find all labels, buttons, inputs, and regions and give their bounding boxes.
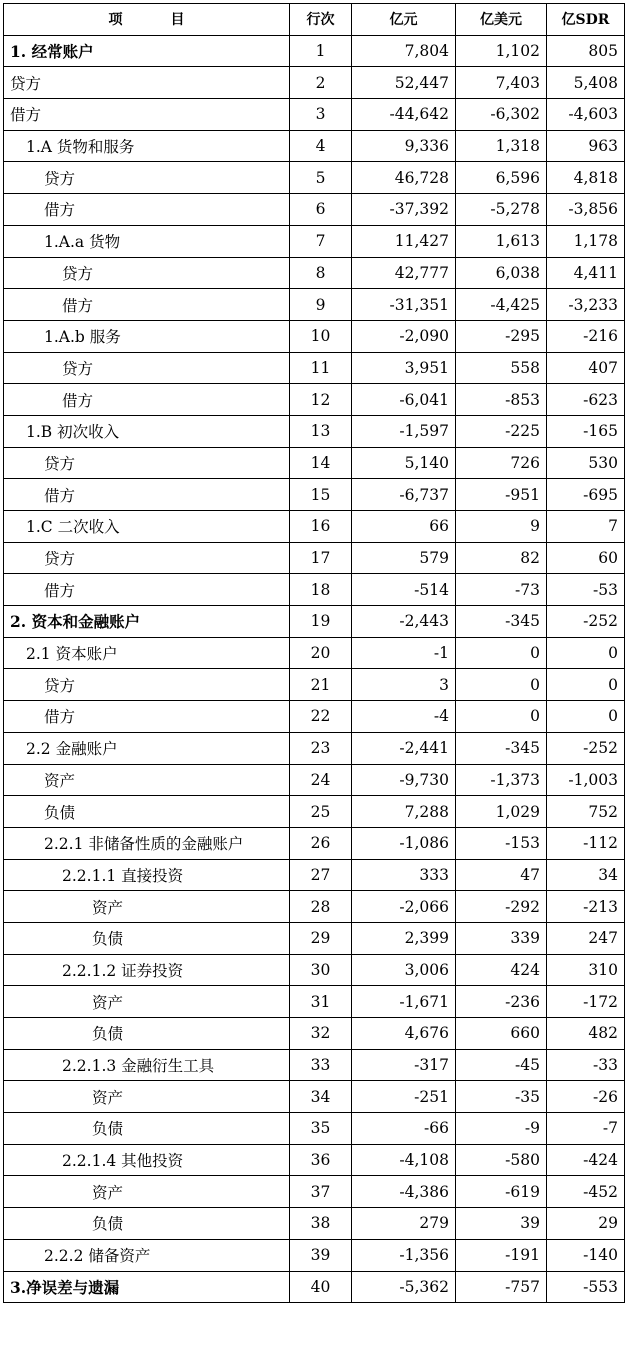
row-number: 17	[290, 542, 352, 574]
row-number: 38	[290, 1208, 352, 1240]
row-label: 资产	[4, 1081, 290, 1113]
row-number: 31	[290, 986, 352, 1018]
value-sdr: 29	[547, 1208, 625, 1240]
value-cny: 11,427	[352, 225, 456, 257]
row-label: 资产	[4, 764, 290, 796]
value-cny: -4,386	[352, 1176, 456, 1208]
value-sdr: -172	[547, 986, 625, 1018]
value-usd: 1,029	[456, 796, 547, 828]
row-label: 1.A 货物和服务	[4, 130, 290, 162]
value-cny: -2,441	[352, 732, 456, 764]
value-usd: 1,102	[456, 35, 547, 67]
value-usd: 1,613	[456, 225, 547, 257]
value-cny: 42,777	[352, 257, 456, 289]
table-row	[4, 986, 625, 1018]
value-usd: -580	[456, 1144, 547, 1176]
value-usd: -6,302	[456, 99, 547, 131]
value-usd: -295	[456, 320, 547, 352]
table-row	[4, 542, 625, 574]
value-sdr: 310	[547, 954, 625, 986]
row-number: 39	[290, 1239, 352, 1271]
value-cny: 7,804	[352, 35, 456, 67]
value-sdr: -7	[547, 1113, 625, 1145]
value-sdr: -213	[547, 891, 625, 923]
value-cny: -5,362	[352, 1271, 456, 1303]
row-label: 贷方	[4, 162, 290, 194]
value-sdr: 530	[547, 447, 625, 479]
row-number: 16	[290, 511, 352, 543]
value-usd: -191	[456, 1239, 547, 1271]
row-number: 1	[290, 35, 352, 67]
row-label: 借方	[4, 289, 290, 321]
row-label: 负债	[4, 1113, 290, 1145]
table-row	[4, 701, 625, 733]
value-usd: 558	[456, 352, 547, 384]
row-label: 1.B 初次收入	[4, 415, 290, 447]
row-number: 32	[290, 1018, 352, 1050]
value-cny: 66	[352, 511, 456, 543]
row-number: 13	[290, 415, 352, 447]
value-usd: 82	[456, 542, 547, 574]
row-label: 1. 经常账户	[4, 35, 290, 67]
row-number: 11	[290, 352, 352, 384]
table-row	[4, 479, 625, 511]
value-sdr: -623	[547, 384, 625, 416]
value-cny: -37,392	[352, 194, 456, 226]
value-usd: 9	[456, 511, 547, 543]
row-label: 贷方	[4, 542, 290, 574]
value-sdr: -252	[547, 732, 625, 764]
value-sdr: -3,856	[547, 194, 625, 226]
value-usd: -757	[456, 1271, 547, 1303]
value-sdr: 805	[547, 35, 625, 67]
row-label: 负债	[4, 922, 290, 954]
header-usd: 亿美元	[456, 4, 547, 36]
table-row	[4, 1049, 625, 1081]
row-number: 15	[290, 479, 352, 511]
value-usd: -225	[456, 415, 547, 447]
row-label: 1.A.b 服务	[4, 320, 290, 352]
table-row	[4, 891, 625, 923]
row-number: 37	[290, 1176, 352, 1208]
row-number: 24	[290, 764, 352, 796]
row-number: 20	[290, 637, 352, 669]
value-usd: -35	[456, 1081, 547, 1113]
row-label: 借方	[4, 384, 290, 416]
row-label: 2.2.1.3 金融衍生工具	[4, 1049, 290, 1081]
row-number: 21	[290, 669, 352, 701]
table-row	[4, 289, 625, 321]
row-number: 23	[290, 732, 352, 764]
row-label: 负债	[4, 796, 290, 828]
header-item: 项 目	[4, 4, 290, 36]
value-cny: -251	[352, 1081, 456, 1113]
row-number: 40	[290, 1271, 352, 1303]
row-label: 贷方	[4, 669, 290, 701]
table-row	[4, 954, 625, 986]
value-usd: -236	[456, 986, 547, 1018]
table-row	[4, 162, 625, 194]
value-usd: -292	[456, 891, 547, 923]
value-sdr: 5,408	[547, 67, 625, 99]
value-cny: -66	[352, 1113, 456, 1145]
value-usd: -153	[456, 827, 547, 859]
value-sdr: -33	[547, 1049, 625, 1081]
row-number: 25	[290, 796, 352, 828]
row-label: 借方	[4, 574, 290, 606]
value-cny: -2,443	[352, 606, 456, 638]
value-cny: -2,090	[352, 320, 456, 352]
table-row	[4, 606, 625, 638]
row-label: 2. 资本和金融账户	[4, 606, 290, 638]
row-label: 借方	[4, 701, 290, 733]
table-row	[4, 35, 625, 67]
value-usd: -619	[456, 1176, 547, 1208]
value-sdr: -140	[547, 1239, 625, 1271]
table-row	[4, 194, 625, 226]
value-cny: -514	[352, 574, 456, 606]
row-number: 22	[290, 701, 352, 733]
table-row	[4, 1271, 625, 1303]
value-sdr: 407	[547, 352, 625, 384]
row-number: 8	[290, 257, 352, 289]
row-number: 27	[290, 859, 352, 891]
value-cny: -31,351	[352, 289, 456, 321]
value-cny: -44,642	[352, 99, 456, 131]
value-usd: 47	[456, 859, 547, 891]
value-cny: 333	[352, 859, 456, 891]
value-usd: 6,038	[456, 257, 547, 289]
value-sdr: 247	[547, 922, 625, 954]
value-usd: -1,373	[456, 764, 547, 796]
table-row	[4, 447, 625, 479]
value-sdr: -553	[547, 1271, 625, 1303]
row-label: 2.2.1.2 证券投资	[4, 954, 290, 986]
table-row	[4, 1081, 625, 1113]
table-row	[4, 1176, 625, 1208]
value-cny: 579	[352, 542, 456, 574]
value-cny: -4	[352, 701, 456, 733]
value-sdr: 4,411	[547, 257, 625, 289]
value-usd: 6,596	[456, 162, 547, 194]
row-number: 9	[290, 289, 352, 321]
value-cny: -6,737	[352, 479, 456, 511]
row-label: 1.A.a 货物	[4, 225, 290, 257]
value-cny: -2,066	[352, 891, 456, 923]
value-sdr: 60	[547, 542, 625, 574]
value-sdr: -4,603	[547, 99, 625, 131]
row-number: 26	[290, 827, 352, 859]
value-usd: -4,425	[456, 289, 547, 321]
value-usd: 39	[456, 1208, 547, 1240]
row-label: 2.2 金融账户	[4, 732, 290, 764]
value-sdr: 482	[547, 1018, 625, 1050]
value-sdr: -424	[547, 1144, 625, 1176]
row-label: 借方	[4, 194, 290, 226]
table-row	[4, 352, 625, 384]
value-cny: -1,086	[352, 827, 456, 859]
table-row	[4, 415, 625, 447]
value-sdr: -1,003	[547, 764, 625, 796]
value-usd: -345	[456, 732, 547, 764]
value-sdr: -53	[547, 574, 625, 606]
balance-of-payments-table	[3, 3, 625, 1303]
value-usd: 660	[456, 1018, 547, 1050]
row-number: 28	[290, 891, 352, 923]
row-number: 7	[290, 225, 352, 257]
value-usd: 7,403	[456, 67, 547, 99]
row-number: 29	[290, 922, 352, 954]
value-usd: -5,278	[456, 194, 547, 226]
value-usd: 1,318	[456, 130, 547, 162]
table-row	[4, 1208, 625, 1240]
header-cny: 亿元	[352, 4, 456, 36]
value-sdr: 4,818	[547, 162, 625, 194]
table-row	[4, 574, 625, 606]
value-sdr: -112	[547, 827, 625, 859]
table-row	[4, 130, 625, 162]
row-label: 资产	[4, 891, 290, 923]
table-row	[4, 637, 625, 669]
value-usd: 0	[456, 669, 547, 701]
table-row	[4, 827, 625, 859]
value-sdr: -165	[547, 415, 625, 447]
value-usd: -9	[456, 1113, 547, 1145]
row-label: 负债	[4, 1208, 290, 1240]
table-row	[4, 1239, 625, 1271]
row-label: 资产	[4, 986, 290, 1018]
row-label: 贷方	[4, 257, 290, 289]
table-row	[4, 922, 625, 954]
value-sdr: 963	[547, 130, 625, 162]
row-number: 4	[290, 130, 352, 162]
value-cny: 9,336	[352, 130, 456, 162]
header-sdr: 亿SDR	[547, 4, 625, 36]
value-sdr: -252	[547, 606, 625, 638]
table-row	[4, 859, 625, 891]
value-usd: 0	[456, 701, 547, 733]
value-sdr: 0	[547, 637, 625, 669]
row-label: 2.2.1.4 其他投资	[4, 1144, 290, 1176]
value-cny: 3	[352, 669, 456, 701]
value-cny: -1,671	[352, 986, 456, 1018]
header-row-number: 行次	[290, 4, 352, 36]
row-number: 34	[290, 1081, 352, 1113]
row-number: 2	[290, 67, 352, 99]
value-cny: 4,676	[352, 1018, 456, 1050]
row-label: 借方	[4, 479, 290, 511]
value-cny: 2,399	[352, 922, 456, 954]
table-row	[4, 1144, 625, 1176]
value-sdr: 7	[547, 511, 625, 543]
row-label: 2.2.1 非储备性质的金融账户	[4, 827, 290, 859]
table-row	[4, 384, 625, 416]
value-cny: -1,597	[352, 415, 456, 447]
value-cny: 46,728	[352, 162, 456, 194]
value-sdr: 0	[547, 701, 625, 733]
row-number: 36	[290, 1144, 352, 1176]
value-usd: 0	[456, 637, 547, 669]
value-sdr: 1,178	[547, 225, 625, 257]
row-number: 35	[290, 1113, 352, 1145]
value-cny: 279	[352, 1208, 456, 1240]
table-row	[4, 1113, 625, 1145]
value-sdr: 752	[547, 796, 625, 828]
value-usd: 424	[456, 954, 547, 986]
value-usd: -853	[456, 384, 547, 416]
row-number: 6	[290, 194, 352, 226]
row-label: 贷方	[4, 352, 290, 384]
value-cny: -6,041	[352, 384, 456, 416]
row-number: 18	[290, 574, 352, 606]
table-row	[4, 257, 625, 289]
row-label: 1.C 二次收入	[4, 511, 290, 543]
value-sdr: -216	[547, 320, 625, 352]
row-number: 5	[290, 162, 352, 194]
value-sdr: 34	[547, 859, 625, 891]
row-number: 12	[290, 384, 352, 416]
value-cny: 7,288	[352, 796, 456, 828]
row-number: 14	[290, 447, 352, 479]
value-cny: -9,730	[352, 764, 456, 796]
row-number: 3	[290, 99, 352, 131]
table-row	[4, 669, 625, 701]
table-row	[4, 99, 625, 131]
value-sdr: -695	[547, 479, 625, 511]
value-cny: 3,006	[352, 954, 456, 986]
value-sdr: -452	[547, 1176, 625, 1208]
value-usd: -73	[456, 574, 547, 606]
value-usd: -951	[456, 479, 547, 511]
row-label: 贷方	[4, 67, 290, 99]
row-label: 2.2.2 储备资产	[4, 1239, 290, 1271]
row-number: 19	[290, 606, 352, 638]
header-row	[4, 4, 625, 36]
row-label: 3.净误差与遗漏	[4, 1271, 290, 1303]
value-sdr: -3,233	[547, 289, 625, 321]
table-row	[4, 320, 625, 352]
row-label: 贷方	[4, 447, 290, 479]
row-number: 10	[290, 320, 352, 352]
table-row	[4, 225, 625, 257]
table-row	[4, 67, 625, 99]
table-row	[4, 1018, 625, 1050]
row-label: 2.2.1.1 直接投资	[4, 859, 290, 891]
value-sdr: 0	[547, 669, 625, 701]
table-row	[4, 764, 625, 796]
value-cny: -1	[352, 637, 456, 669]
value-usd: -345	[456, 606, 547, 638]
value-cny: 3,951	[352, 352, 456, 384]
value-usd: -45	[456, 1049, 547, 1081]
value-cny: 5,140	[352, 447, 456, 479]
value-usd: 339	[456, 922, 547, 954]
table-row	[4, 732, 625, 764]
row-label: 2.1 资本账户	[4, 637, 290, 669]
table-row	[4, 511, 625, 543]
value-cny: -317	[352, 1049, 456, 1081]
row-label: 负债	[4, 1018, 290, 1050]
row-number: 33	[290, 1049, 352, 1081]
value-cny: -4,108	[352, 1144, 456, 1176]
row-label: 资产	[4, 1176, 290, 1208]
table-row	[4, 796, 625, 828]
row-number: 30	[290, 954, 352, 986]
value-sdr: -26	[547, 1081, 625, 1113]
row-label: 借方	[4, 99, 290, 131]
value-cny: -1,356	[352, 1239, 456, 1271]
value-cny: 52,447	[352, 67, 456, 99]
value-usd: 726	[456, 447, 547, 479]
